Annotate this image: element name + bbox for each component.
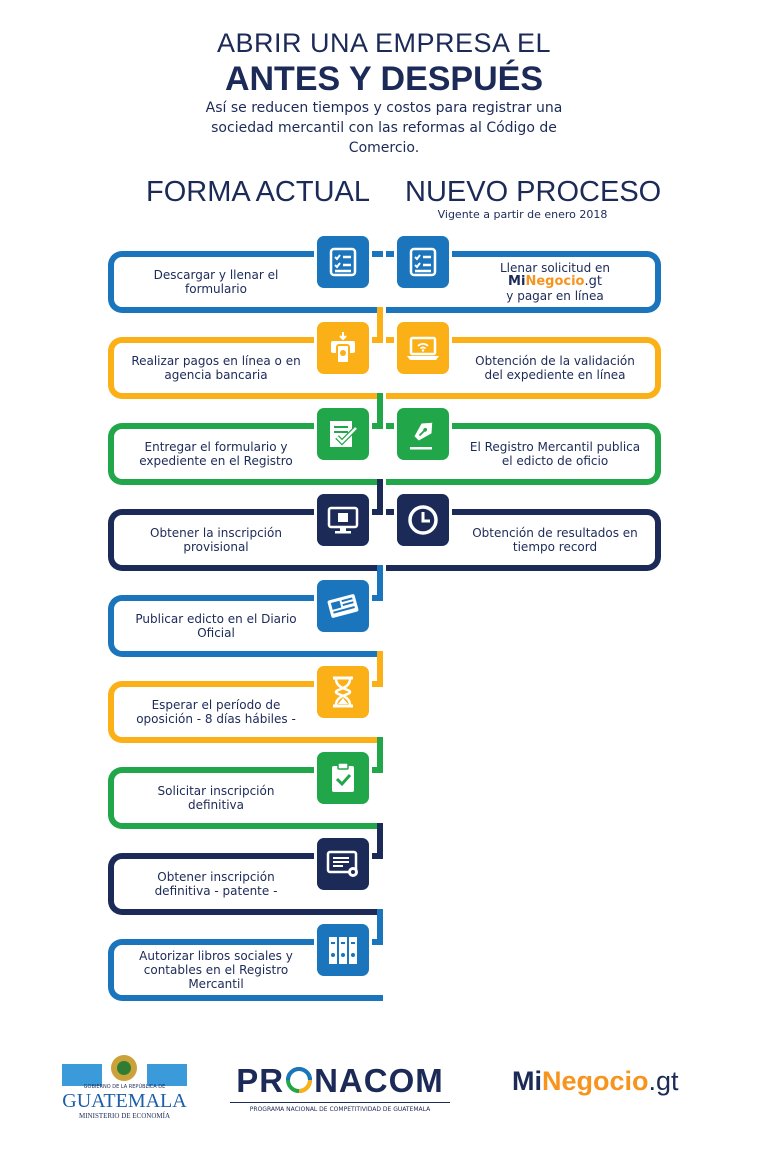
pronacom-text-a: PR	[236, 1062, 285, 1099]
forma-actual-step-text: Obtener la inscripción provisional	[150, 526, 282, 554]
minegocio-mi: Mi	[512, 1066, 542, 1096]
pronacom-logo	[226, 1062, 454, 1118]
certificate-icon	[314, 835, 372, 893]
right-column-title: NUEVO PROCESO	[405, 176, 662, 208]
pronacom-subtitle: PROGRAMA NACIONAL DE COMPETITIVIDAD DE GUATEMALA	[249, 1106, 431, 1113]
guatemala-logo	[62, 1050, 187, 1122]
checked-document-icon	[314, 405, 372, 463]
page-title-line1: ABRIR UNA EMPRESA EL	[216, 28, 552, 58]
flow-connector	[377, 737, 383, 773]
fountain-pen-icon	[394, 405, 452, 463]
laptop-wifi-icon	[394, 319, 452, 377]
nuevo-proceso-step-text: Obtención de la validación del expediente en línea	[475, 354, 635, 382]
flow-connector	[377, 307, 383, 343]
inline-brand-negocio: Negocio	[525, 274, 585, 289]
flow-connector	[377, 823, 383, 859]
flow-connector	[377, 651, 383, 687]
gov-line1: GOBIERNO DE LA REPÚBLICA DE	[83, 1084, 166, 1090]
clipboard-check-icon	[314, 749, 372, 807]
inline-brand-mi: Mi	[508, 274, 526, 289]
page-title-line2: ANTES Y DESPUÉS	[224, 60, 544, 98]
pronacom-text-b: NACOM	[314, 1062, 444, 1099]
clock-icon	[394, 491, 452, 549]
flow-connector	[377, 565, 383, 601]
gov-name: GUATEMALA	[62, 1090, 187, 1112]
form-checklist-icon	[314, 233, 372, 291]
minegocio-gt: .gt	[648, 1066, 679, 1096]
hourglass-icon	[314, 663, 372, 721]
flow-connector	[377, 479, 383, 515]
form-checklist-icon	[394, 233, 452, 291]
computer-monitor-icon	[314, 491, 372, 549]
forma-actual-step-text: Autorizar libros sociales y contables en el Registro Mercantil	[139, 949, 293, 991]
nuevo-proceso-step-text: El Registro Mercantil publica el edicto de oficio	[469, 440, 641, 468]
page-subtitle: Así se reducen tiempos y costos para registrar una sociedad mercantil con las reformas al Código de Comercio.	[205, 100, 563, 156]
forma-actual-step-text: Entregar el formulario y expediente en el Registro	[139, 440, 293, 468]
forma-actual-step-text: Publicar edicto en el Diario Oficial	[135, 612, 297, 640]
gov-ministry: MINISTERIO DE ECONOMÍA	[79, 1112, 170, 1120]
inline-brand-gt: .gt	[584, 274, 602, 289]
binders-icon	[314, 921, 372, 979]
step-text-line3: y pagar en línea	[506, 289, 604, 303]
flow-connector	[377, 909, 383, 945]
minegocio-logo	[512, 1066, 712, 1100]
forma-actual-step-text: Obtener inscripción definitiva - patente -	[154, 870, 278, 898]
step-text-line1: Llenar solicitud en	[499, 261, 611, 275]
nuevo-proceso-step-text: Obtención de resultados en tiempo record	[472, 526, 638, 554]
payment-terminal-icon	[314, 319, 372, 377]
pronacom-o-icon	[284, 1066, 314, 1094]
forma-actual-step-text: Realizar pagos en línea o en agencia bancaria	[131, 354, 301, 382]
flow-connector	[377, 393, 383, 429]
minegocio-negocio: Negocio	[542, 1066, 649, 1096]
forma-actual-step-text: Descargar y llenar el formulario	[153, 268, 279, 296]
forma-actual-step-text: Solicitar inscripción definitiva	[157, 784, 275, 812]
nuevo-proceso-step-text	[466, 255, 644, 309]
right-column-subtitle: Vigente a partir de enero 2018	[437, 208, 608, 221]
minegocio-inline-link	[508, 275, 602, 289]
pronacom-underline	[230, 1102, 450, 1103]
left-column-title: FORMA ACTUAL	[146, 176, 370, 208]
newspaper-icon	[314, 577, 372, 635]
forma-actual-step-text: Esperar el período de oposición - 8 días hábiles -	[136, 698, 296, 726]
